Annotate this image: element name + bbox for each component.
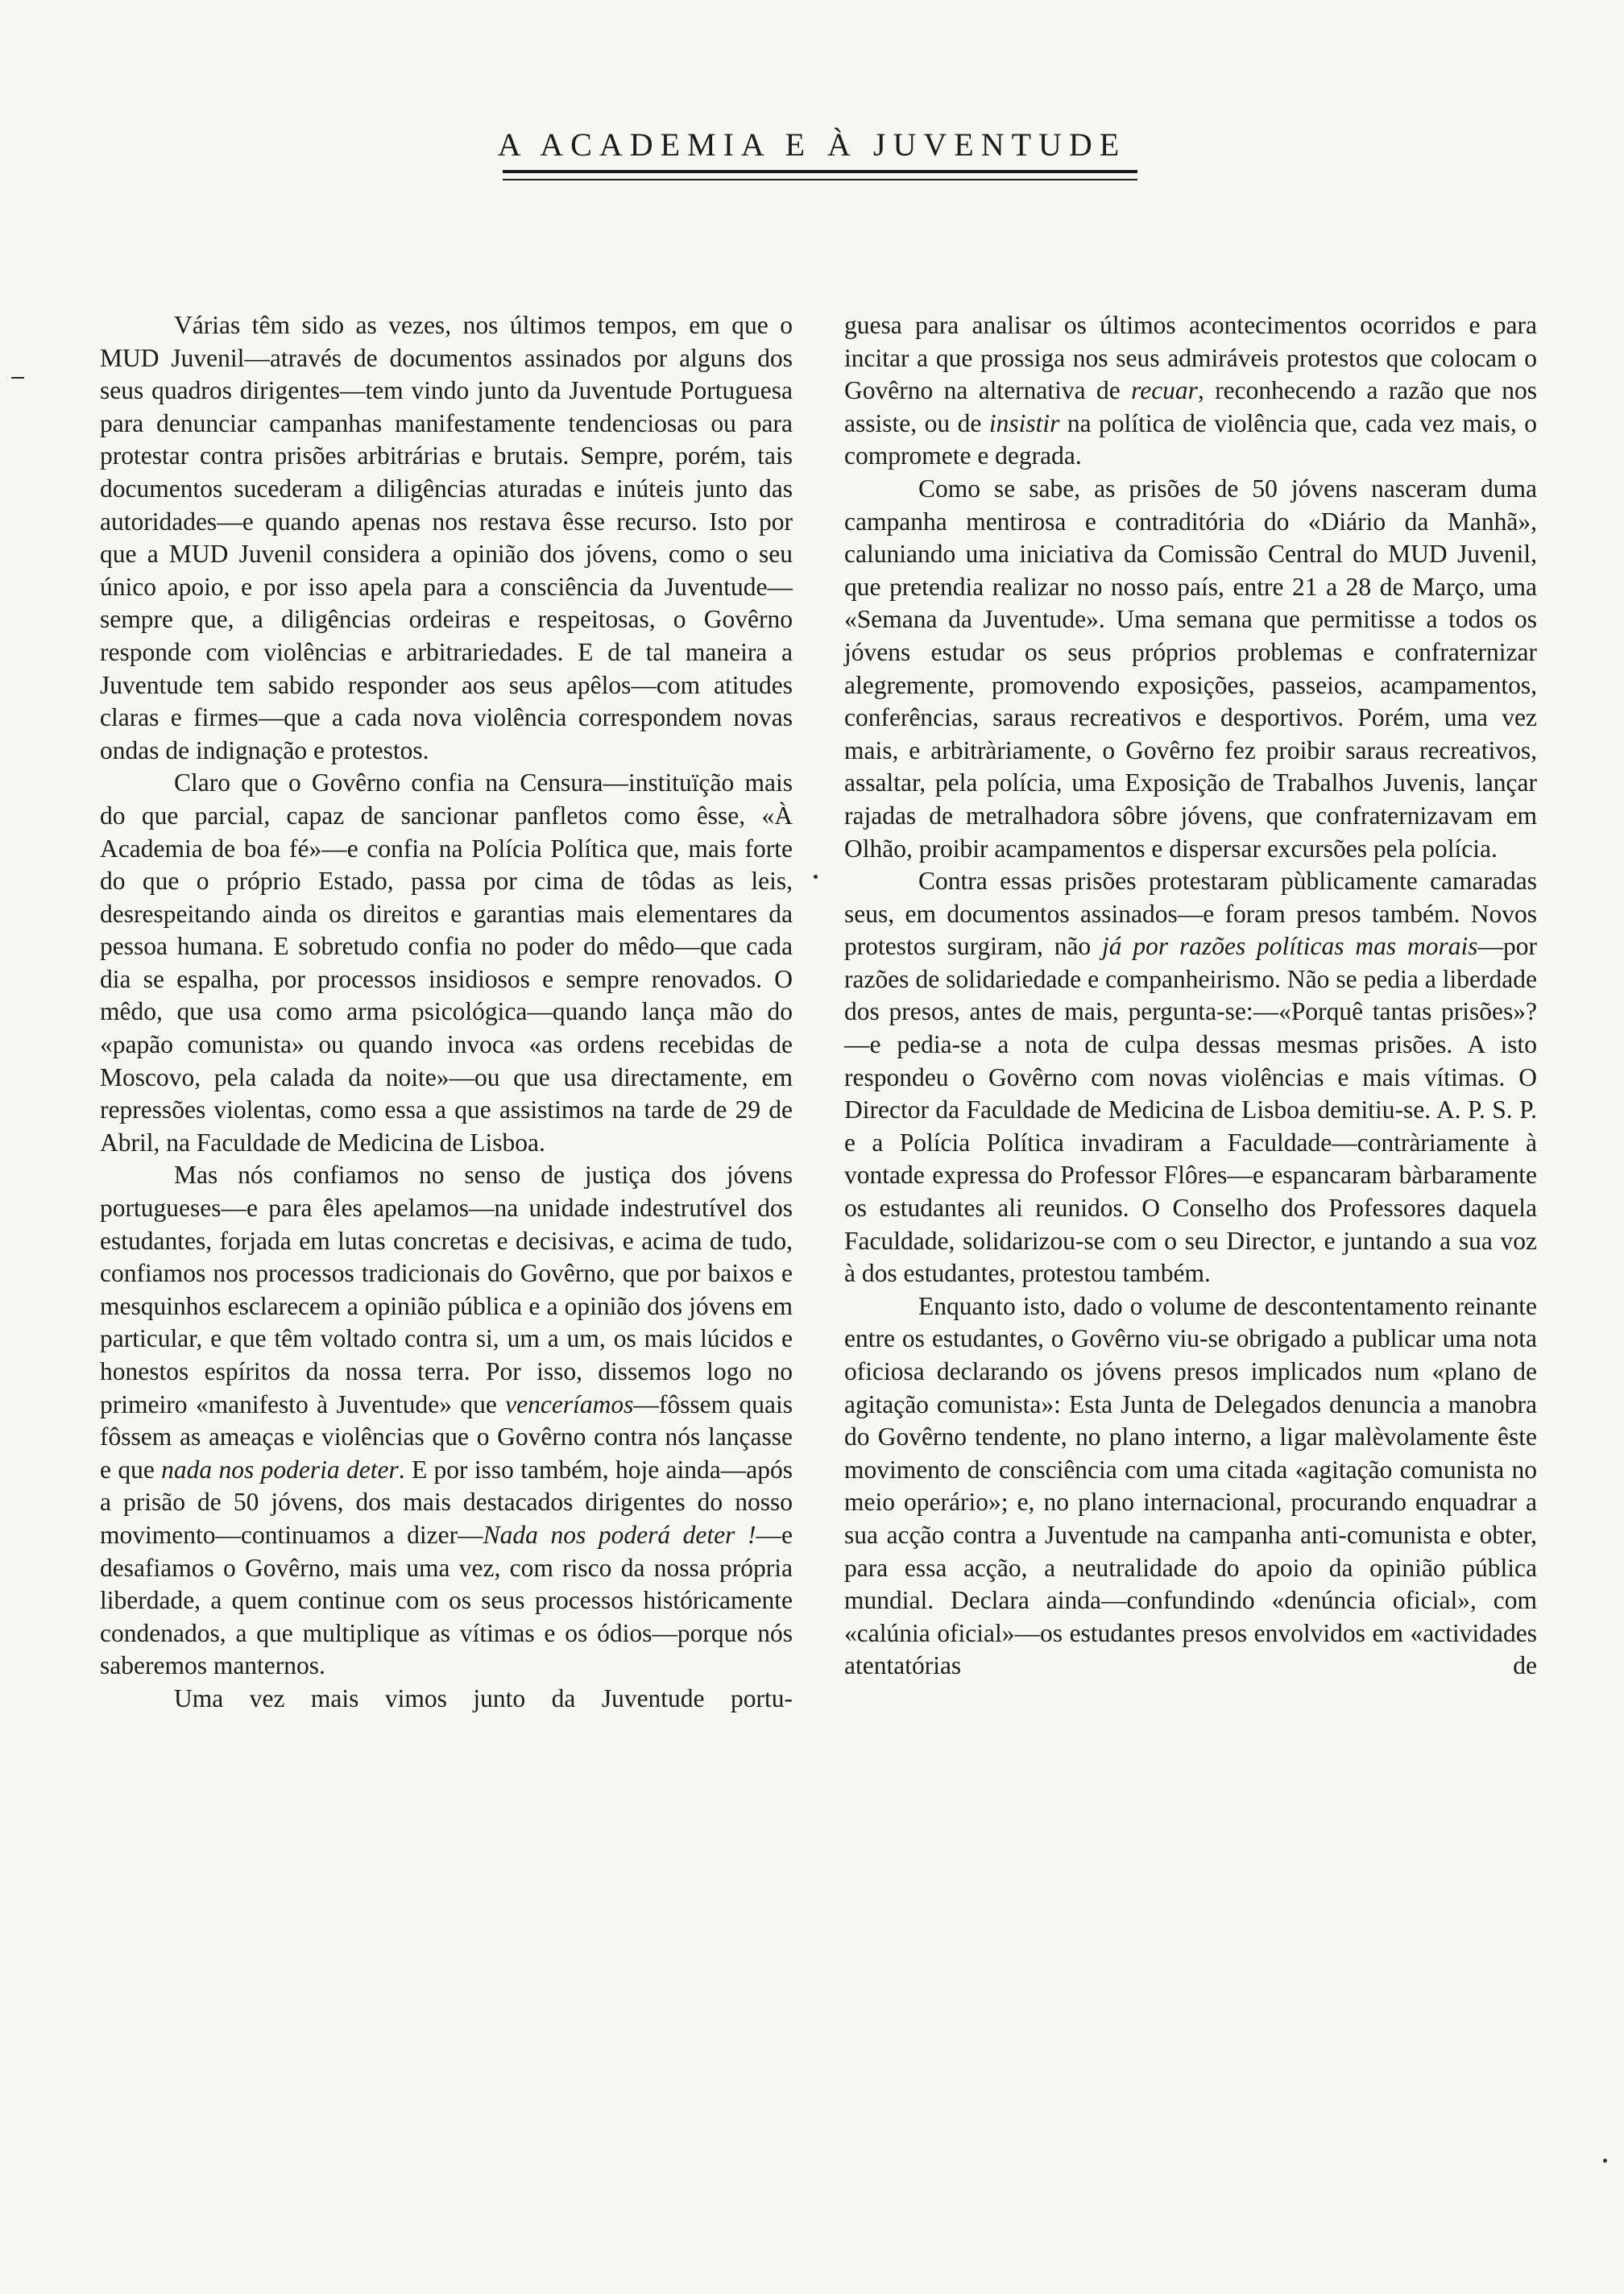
emphasized-text: nada nos poderia deter <box>161 1455 399 1484</box>
title-rule-thin <box>503 179 1137 180</box>
text-run: Contra essas prisões protestaram pùblicamente camaradas seus, em documentos assinados—e foram presos também. Novos protestos surgiram, não <box>844 867 1537 961</box>
text-run: , reconhecendo a razão que nos assiste, ou de <box>844 376 1537 437</box>
emphasized-text: recuar <box>1131 376 1198 405</box>
paragraph <box>844 865 1537 1290</box>
page-title: A ACADEMIA E À JUVENTUDE <box>497 126 1127 163</box>
text-run: Enquanto isto, dado o volume de descontentamento reinante entre os estudantes, o Govêrno viu-se obrigado a publicar uma nota oficiosa declarando os jóvens presos implicados num «plano de agitação comunista»: Esta Junta de Delegados denuncia a manobra do Govêrno tendente, no plano interno, a ligar malèvolamente êste movimento de consciência com uma citada «agitação comunista no meio operário»; e, no plano internacional, procurando enquadrar a sua acção contra a Juventude na campanha anti-comunista e obter, para essa acção, a neutralidade do apoio da opinião pública mundial. Declara ainda—confundindo «denúncia oficial», com «calúnia oficial»—os estudantes presos envolvidos em «actividades atentatórias de <box>844 1291 1537 1680</box>
text-run: Como se sabe, as prisões de 50 jóvens nasceram duma campanha mentirosa e contraditória do «Diário da Manhã», caluniando uma iniciativa da Comissão Central do MUD Juvenil, que pretendia realizar no nosso país, entre 21 a 28 de Março, uma «Semana da Juventude». Uma semana que permitisse a todos os jóvens estudar os seus próprios problemas e confraternizar alegremente, promovendo exposições, passeios, acampamentos, conferências, saraus recreativos e desportivos. Porém, uma vez mais, e arbitràriamente, o Govêrno fez proibir saraus recreativos, assaltar, pela polícia, uma Exposição de Trabalhos Juvenis, lançar rajadas de metralhadora sôbre jóvens, que confraternizavam em Olhão, proibir acampamentos e dispersar excursões pela polícia. <box>844 474 1537 863</box>
paragraph <box>100 1683 793 1716</box>
emphasized-text: insistir <box>988 408 1060 437</box>
text-run: Uma vez mais vimos junto da Juventude portu- <box>174 1683 793 1712</box>
text-run: —por razões de solidariedade e companheirismo. Não se pedia a liberdade dos presos, antes de mais, pergunta-se:—«Porquê tantas prisões»?—e pedia-se a nota de culpa dessas mesmas prisões. A isto respondeu o Govêrno com novas violências e mais vítimas. O Director da Faculdade de Medicina de Lisboa demitiu-se. A. P. S. P. e a Polícia Política invadiram a Faculdade—contràriamente à vontade expressa do Professor Flôres—e espancaram bàrbaramente os estudantes ali reunidos. O Conselho dos Professores daquela Faculdade, solidarizou-se com o seu Director, e juntando a sua voz à dos estudantes, protestou também. <box>844 932 1537 1288</box>
emphasized-text: já por razões políticas mas morais <box>1102 932 1478 961</box>
text-run: Mas nós confiamos no senso de justiça dos jóvens portugueses—e para êles apelamos—na unidade indestrutível dos estudantes, forjada em lutas concretas e decisivas, e acima de tudo, confiamos nos processos tradicionais do Govêrno, que por baixos e mesquinhos esclarecem a opinião pública e a opinião dos jóvens em particular, e que têm voltado contra si, um a um, os mais lúcidos e honestos espíritos da nossa terra. Por isso, dissemos logo no primeiro «manifesto à Juventude» que <box>100 1161 793 1418</box>
text-run: . E por isso também, hoje ainda—após a prisão de 50 jóvens, dos mais destacados dirigentes do nosso movimento—continuamos a dizer— <box>100 1455 793 1549</box>
page-header <box>0 126 1624 170</box>
margin-mark <box>11 377 24 379</box>
right-column <box>844 309 1537 1683</box>
emphasized-text: Nada nos poderá deter ! <box>483 1520 756 1549</box>
text-run: Claro que o Govêrno confia na Censura—instituïção mais do que parcial, capaz de sancionar panfletos como êsse, «À Academia de boa fé»—e confia na Polícia Política que, mais forte do que o próprio Estado, passa por cima de tôdas as leis, desrespeitando ainda os direitos e garantias mais elementares da pessoa humana. E sobretudo confia no poder do mêdo—que cada dia se espalha, por processos insidiosos e sempre renovados. O mêdo, que usa como arma psicológica—quando lança mão do «papão comunista» ou quando invoca «as ordens recebidas de Moscovo, pela calada da noite»—ou que usa directamente, em repressões violentas, como essa a que assistimos na tarde de 29 de Abril, na Faculdade de Medicina de Lisboa. <box>100 768 793 1157</box>
text-run: na política de violência que, cada vez mais, o compromete e degrada. <box>844 408 1537 470</box>
margin-speck <box>814 875 818 879</box>
paragraph <box>844 1290 1537 1683</box>
paragraph <box>100 767 793 1159</box>
text-run: Várias têm sido as vezes, nos últimos tempos, em que o MUD Juvenil—através de documentos assinados por alguns dos seus quadros dirigentes—tem vindo junto da Juventude Portuguesa para denunciar campanhas manifestamente tendenciosas ou para protestar contra prisões arbitrárias e brutais. Sempre, porém, tais documentos sucederam a diligências aturadas e inúteis junto das autoridades—e quando apenas nos restava êsse recurso. Isto por que a MUD Juvenil considera a opinião dos jóvens, como o seu único apoio, e por isso apela para a consciência da Juventude—sempre que, a diligências ordeiras e respeitosas, o Govêrno responde com violências e arbitrariedades. E de tal maneira a Juventude tem sabido responder aos seus apêlos—com atitudes claras e firmes—que a cada nova violência correspondem novas ondas de indignação e protestos. <box>100 311 793 764</box>
left-column <box>100 309 793 1716</box>
paragraph <box>844 473 1537 865</box>
margin-speck <box>1603 2159 1607 2163</box>
emphasized-text: venceríamos <box>505 1389 634 1418</box>
paragraph <box>844 309 1537 473</box>
text-run: —fôssem quais fôssem as ameaças e violências que o Govêrno contra nós lançasse e que <box>100 1389 793 1484</box>
paragraph <box>100 1159 793 1683</box>
title-rule-thick <box>503 170 1137 173</box>
paragraph <box>100 309 793 767</box>
text-run: —e desafiamos o Govêrno, mais uma vez, com risco da nossa própria liberdade, a quem continue com os seus processos históricamente condenados, a que multiplique as vítimas e os ódios—porque nós saberemos manternos. <box>100 1520 793 1680</box>
text-run: guesa para analisar os últimos acontecimentos ocorridos e para incitar a que prossiga nos seus admiráveis protestos que colocam o Govêrno na alternativa de <box>844 311 1537 405</box>
